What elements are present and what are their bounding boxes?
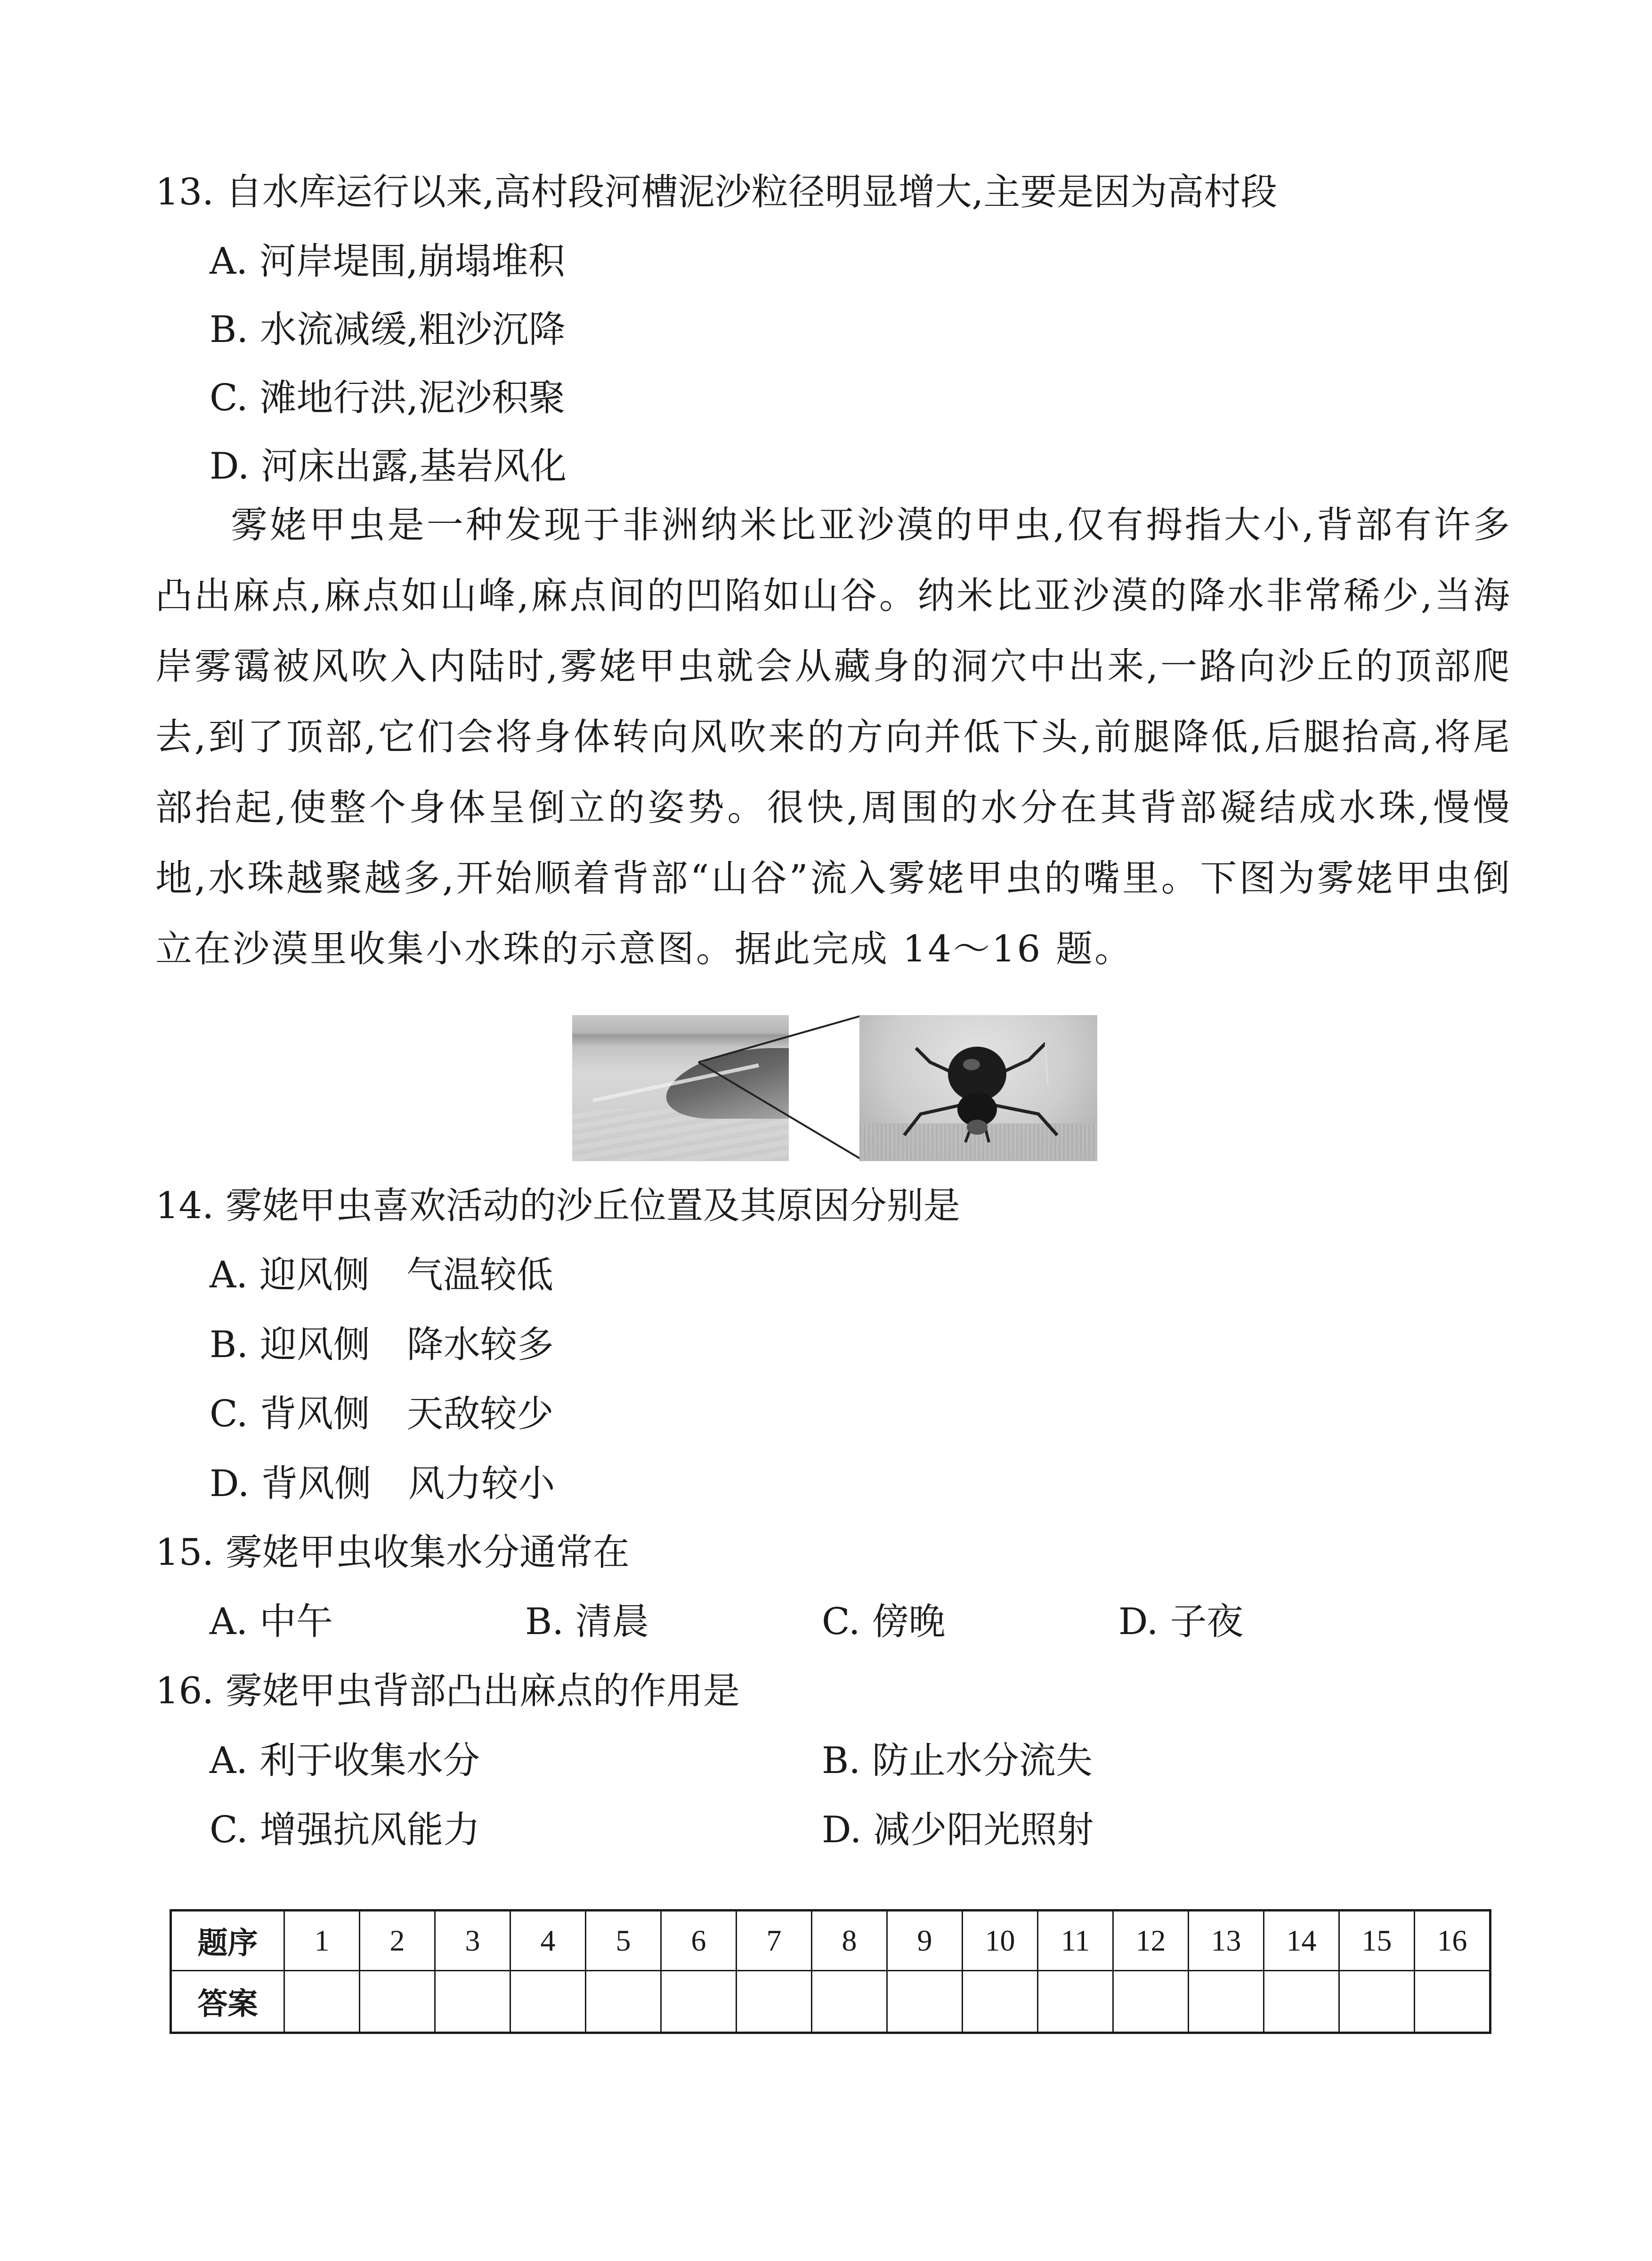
question-13-stem: 13. 自水库运行以来,高村段河槽泥沙粒径明显增大,主要是因为高村段 — [155, 171, 1278, 213]
reading-passage: 雾姥甲虫是一种发现于非洲纳米比亚沙漠的甲虫,仅有拇指大小,背部有许多凸出麻点,麻点如山峰,麻点间的凹陷如山谷。纳米比亚沙漠的降水非常稀少,当海岸雾霭被风吹入内陆时,雾姥甲虫就会从藏身的洞穴中出来,一路向沙丘的顶部爬去,到了顶部,它们会将身体转向风吹来的方向并低下头,前腿降低,后腿抬高,将尾部抬起,使整个身体呈倒立的姿势。很快,周围的水分在其背部凝结成水珠,慢慢地,水珠越聚越多,开始顺着背部“山谷”流入雾姥甲虫的嘴里。下图为雾姥甲虫倒立在沙漠里收集小水珠的示意图。据此完成 14～16 题。 — [155, 504, 1512, 970]
question-15-option-a: A. 中午 — [210, 1601, 333, 1643]
question-15-option-d: D. 子夜 — [1118, 1601, 1244, 1643]
row-header-answer: 答案 — [171, 1971, 284, 2033]
question-number-cell: 11 — [1038, 1911, 1113, 1971]
question-16-option-d: D. 减少阳光照射 — [822, 1809, 1094, 1851]
question-number-cell: 7 — [737, 1911, 812, 1971]
answer-cell[interactable] — [887, 1971, 963, 2033]
question-number-row — [171, 1911, 1490, 1971]
question-number-cell: 6 — [661, 1911, 737, 1971]
question-number-cell: 13 — [1189, 1911, 1264, 1971]
answer-cell[interactable] — [812, 1971, 887, 2033]
question-number-cell: 15 — [1339, 1911, 1415, 1971]
answer-cell[interactable] — [435, 1971, 510, 2033]
answer-cell[interactable] — [586, 1971, 661, 2033]
answer-cell[interactable] — [661, 1971, 737, 2033]
answer-cell[interactable] — [737, 1971, 812, 2033]
answer-row — [171, 1971, 1490, 2033]
answer-cell[interactable] — [284, 1971, 360, 2033]
question-13-option-b: B. 水流减缓,粗沙沉降 — [210, 309, 566, 351]
question-15-option-c: C. 傍晚 — [822, 1601, 946, 1643]
question-number-cell: 9 — [887, 1911, 963, 1971]
answer-cell[interactable] — [1038, 1971, 1113, 2033]
question-number-cell: 12 — [1113, 1911, 1189, 1971]
question-13-option-a: A. 河岸堤围,崩塌堆积 — [210, 240, 565, 283]
question-14-stem: 14. 雾姥甲虫喜欢活动的沙丘位置及其原因分别是 — [155, 1185, 960, 1227]
question-number-cell: 16 — [1415, 1911, 1490, 1971]
question-13-option-c: C. 滩地行洪,泥沙积聚 — [210, 377, 566, 419]
answer-cell[interactable] — [1415, 1971, 1490, 2033]
question-16-option-b: B. 防止水分流失 — [822, 1740, 1093, 1782]
answer-cell[interactable] — [510, 1971, 586, 2033]
answer-cell[interactable] — [963, 1971, 1038, 2033]
answer-cell[interactable] — [1113, 1971, 1189, 2033]
question-15-stem: 15. 雾姥甲虫收集水分通常在 — [155, 1531, 630, 1574]
question-14-option-b: B. 迎风侧 降水较多 — [210, 1324, 554, 1366]
question-number-cell: 5 — [586, 1911, 661, 1971]
question-number-cell: 3 — [435, 1911, 510, 1971]
question-14-option-c: C. 背风侧 天敌较少 — [210, 1393, 554, 1435]
question-13-option-d: D. 河床出露,基岩风化 — [210, 445, 567, 488]
question-14-option-a: A. 迎风侧 气温较低 — [210, 1254, 553, 1296]
beetle-photo — [859, 1015, 1097, 1161]
answer-cell[interactable] — [360, 1971, 435, 2033]
answer-cell[interactable] — [1189, 1971, 1264, 2033]
question-16-option-a: A. 利于收集水分 — [210, 1740, 480, 1782]
question-number-cell: 10 — [963, 1911, 1038, 1971]
question-number-cell: 2 — [360, 1911, 435, 1971]
beetle-figure — [572, 1015, 1097, 1163]
row-header-question-number: 题序 — [171, 1911, 284, 1971]
question-number-cell: 1 — [284, 1911, 360, 1971]
question-16-option-c: C. 增强抗风能力 — [210, 1809, 480, 1851]
fog-beetle-icon — [859, 1015, 1097, 1161]
question-number-cell: 4 — [510, 1911, 586, 1971]
question-14-option-d: D. 背风侧 风力较小 — [210, 1463, 555, 1505]
question-16-stem: 16. 雾姥甲虫背部凸出麻点的作用是 — [155, 1670, 740, 1712]
question-number-cell: 14 — [1264, 1911, 1339, 1971]
answer-cell[interactable] — [1264, 1971, 1339, 2033]
answer-table — [170, 1909, 1491, 2034]
question-number-cell: 8 — [812, 1911, 887, 1971]
answer-cell[interactable] — [1339, 1971, 1415, 2033]
question-15-option-b: B. 清晨 — [525, 1601, 649, 1643]
